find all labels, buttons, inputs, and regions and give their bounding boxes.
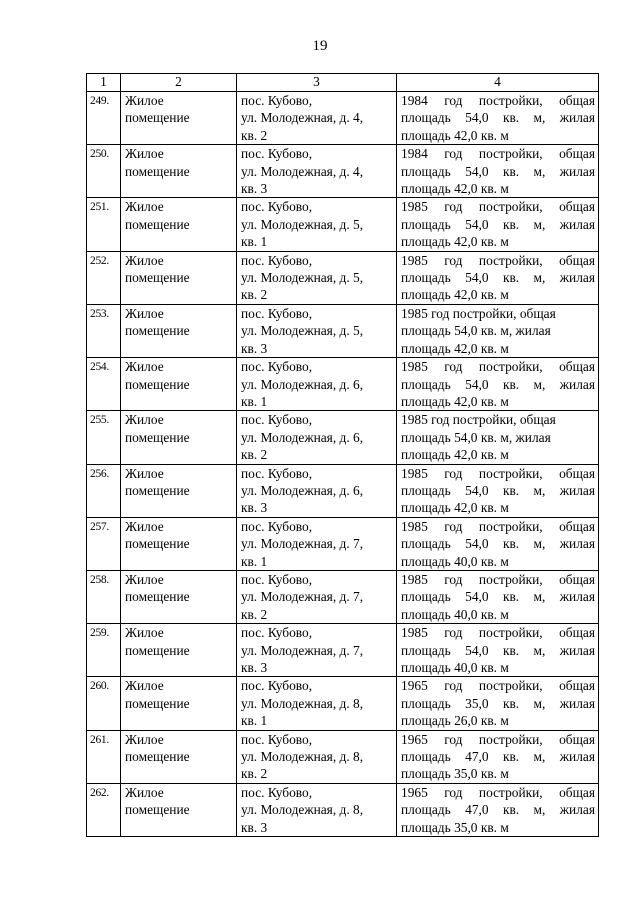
- property-type-line: помещение: [125, 429, 190, 445]
- property-type-cell: [121, 677, 237, 730]
- property-type-line: Жилое: [125, 678, 164, 694]
- address-cell: [237, 251, 397, 304]
- column-header-4: 4: [397, 74, 599, 92]
- description-line: площадь 54,0 кв. м, жилая: [401, 642, 595, 658]
- property-type-line: помещение: [125, 642, 190, 658]
- description-line: площадь 54,0 кв. м, жилая: [401, 589, 595, 605]
- description-cell: [397, 358, 599, 411]
- address-line: ул. Молодежная, д. 5,: [241, 216, 364, 232]
- property-type-line: помещение: [125, 323, 190, 339]
- description-line: 1965 год постройки, общая: [401, 678, 595, 694]
- property-type-cell: [121, 251, 237, 304]
- description-line: площадь 54,0 кв. м, жилая: [401, 376, 595, 392]
- property-type-line: помещение: [125, 695, 190, 711]
- description-line: 1985 год постройки, общая: [401, 199, 595, 215]
- property-type-line: Жилое: [125, 199, 164, 215]
- description-line: площадь 42,0 кв. м: [401, 500, 509, 516]
- address-line: ул. Молодежная, д. 5,: [241, 323, 364, 339]
- description-line: 1965 год постройки, общая: [401, 784, 595, 800]
- address-cell: [237, 464, 397, 517]
- description-line: площадь 42,0 кв. м: [401, 393, 509, 409]
- description-line: площадь 42,0 кв. м: [401, 287, 509, 303]
- property-type-line: помещение: [125, 482, 190, 498]
- row-number: 258.: [87, 570, 121, 623]
- page-number: 19: [312, 38, 328, 54]
- description-line: площадь 54,0 кв. м, жилая: [401, 482, 595, 498]
- property-type-line: Жилое: [125, 518, 164, 534]
- description-line: площадь 42,0 кв. м: [401, 181, 509, 197]
- table-row: [87, 677, 599, 730]
- description-line: площадь 40,0 кв. м: [401, 660, 509, 675]
- address-cell: [237, 730, 397, 783]
- address-line: пос. Кубово,: [241, 784, 313, 800]
- description-line: площадь 35,0 кв. м, жилая: [401, 695, 595, 711]
- property-type-line: Жилое: [125, 625, 164, 641]
- property-type-line: Жилое: [125, 731, 164, 747]
- description-line: площадь 54,0 кв. м, жилая: [401, 323, 551, 339]
- description-line: площадь 54,0 кв. м, жилая: [401, 110, 595, 126]
- row-number: 252.: [87, 251, 121, 304]
- address-line: пос. Кубово,: [241, 731, 313, 747]
- property-registry-table: [86, 73, 599, 837]
- row-number: 260.: [87, 677, 121, 730]
- row-number: 261.: [87, 730, 121, 783]
- property-type-line: помещение: [125, 270, 190, 286]
- property-type-line: помещение: [125, 589, 190, 605]
- description-cell: [397, 411, 599, 464]
- address-line: ул. Молодежная, д. 5,: [241, 270, 364, 286]
- address-line: кв. 3: [241, 340, 268, 356]
- row-number: 249.: [87, 92, 121, 145]
- address-line: кв. 1: [241, 553, 268, 569]
- property-type-line: Жилое: [125, 571, 164, 587]
- table-row: [87, 198, 599, 251]
- table-row: [87, 304, 599, 357]
- property-type-line: Жилое: [125, 412, 164, 428]
- address-line: ул. Молодежная, д. 8,: [241, 695, 364, 711]
- address-cell: [237, 358, 397, 411]
- description-cell: [397, 198, 599, 251]
- address-line: кв. 2: [241, 287, 268, 303]
- property-type-cell: [121, 411, 237, 464]
- address-cell: [237, 517, 397, 570]
- description-cell: [397, 783, 599, 836]
- description-line: площадь 42,0 кв. м: [401, 234, 509, 250]
- address-line: пос. Кубово,: [241, 571, 313, 587]
- table-row: [87, 145, 599, 198]
- property-type-line: помещение: [125, 536, 190, 552]
- address-line: ул. Молодежная, д. 4,: [241, 163, 364, 179]
- property-type-cell: [121, 198, 237, 251]
- description-line: площадь 40,0 кв. м: [401, 606, 509, 622]
- property-type-cell: [121, 92, 237, 145]
- property-type-line: Жилое: [125, 146, 164, 162]
- address-line: пос. Кубово,: [241, 518, 313, 534]
- address-line: пос. Кубово,: [241, 199, 313, 215]
- address-cell: [237, 411, 397, 464]
- property-type-cell: [121, 517, 237, 570]
- row-number: 250.: [87, 145, 121, 198]
- property-type-cell: [121, 624, 237, 677]
- description-line: площадь 40,0 кв. м: [401, 553, 509, 569]
- description-line: 1985 год постройки, общая: [401, 252, 595, 268]
- table-row: [87, 251, 599, 304]
- property-type-cell: [121, 358, 237, 411]
- property-type-line: помещение: [125, 802, 190, 818]
- table-row: [87, 92, 599, 145]
- property-type-line: помещение: [125, 749, 190, 765]
- address-line: кв. 2: [241, 606, 268, 622]
- description-line: площадь 54,0 кв. м, жилая: [401, 536, 595, 552]
- description-cell: [397, 730, 599, 783]
- row-number: 254.: [87, 358, 121, 411]
- address-line: пос. Кубово,: [241, 359, 313, 375]
- address-line: ул. Молодежная, д. 8,: [241, 802, 364, 818]
- property-type-line: Жилое: [125, 359, 164, 375]
- address-line: кв. 1: [241, 713, 268, 729]
- address-line: пос. Кубово,: [241, 412, 313, 428]
- address-line: кв. 2: [241, 447, 268, 463]
- column-header-1: 1: [87, 74, 121, 92]
- address-line: пос. Кубово,: [241, 252, 313, 268]
- property-type-line: Жилое: [125, 252, 164, 268]
- table-row: [87, 411, 599, 464]
- address-line: пос. Кубово,: [241, 625, 313, 641]
- property-type-cell: [121, 570, 237, 623]
- table-row: [87, 624, 599, 677]
- column-header-2: 2: [121, 74, 237, 92]
- table-row: [87, 517, 599, 570]
- address-line: кв. 1: [241, 393, 268, 409]
- property-type-line: помещение: [125, 110, 190, 126]
- address-line: кв. 2: [241, 127, 268, 143]
- description-line: площадь 42,0 кв. м: [401, 447, 509, 463]
- description-line: 1985 год постройки, общая: [401, 305, 556, 321]
- address-cell: [237, 92, 397, 145]
- table-body: [87, 92, 599, 837]
- property-type-line: Жилое: [125, 93, 164, 108]
- property-type-line: Жилое: [125, 465, 164, 481]
- address-line: кв. 1: [241, 234, 268, 250]
- description-line: 1985 год постройки, общая: [401, 571, 595, 587]
- table-row: [87, 730, 599, 783]
- description-line: 1984 год постройки, общая: [401, 146, 595, 162]
- address-cell: [237, 783, 397, 836]
- description-cell: [397, 570, 599, 623]
- address-line: пос. Кубово,: [241, 93, 313, 108]
- description-line: 1985 год постройки, общая: [401, 625, 595, 641]
- row-number: 256.: [87, 464, 121, 517]
- property-type-line: помещение: [125, 163, 190, 179]
- property-type-line: помещение: [125, 376, 190, 392]
- description-cell: [397, 92, 599, 145]
- description-cell: [397, 145, 599, 198]
- address-cell: [237, 145, 397, 198]
- table-row: [87, 464, 599, 517]
- property-type-line: помещение: [125, 216, 190, 232]
- description-line: площадь 35,0 кв. м: [401, 766, 509, 782]
- description-line: площадь 47,0 кв. м, жилая: [401, 749, 595, 765]
- description-line: 1985 год постройки, общая: [401, 518, 595, 534]
- table-row: [87, 570, 599, 623]
- description-line: 1985 год постройки, общая: [401, 359, 595, 375]
- property-type-cell: [121, 464, 237, 517]
- description-cell: [397, 304, 599, 357]
- row-number: 257.: [87, 517, 121, 570]
- address-cell: [237, 198, 397, 251]
- description-line: площадь 54,0 кв. м, жилая: [401, 216, 595, 232]
- row-number: 262.: [87, 783, 121, 836]
- address-line: кв. 3: [241, 500, 268, 516]
- address-line: кв. 3: [241, 819, 268, 835]
- description-line: 1985 год постройки, общая: [401, 412, 556, 428]
- table-row: [87, 358, 599, 411]
- address-cell: [237, 677, 397, 730]
- address-line: ул. Молодежная, д. 7,: [241, 536, 364, 552]
- address-line: ул. Молодежная, д. 7,: [241, 589, 364, 605]
- description-line: площадь 54,0 кв. м, жилая: [401, 429, 551, 445]
- description-line: площадь 42,0 кв. м: [401, 340, 509, 356]
- address-line: ул. Молодежная, д. 6,: [241, 376, 364, 392]
- description-line: площадь 54,0 кв. м, жилая: [401, 270, 595, 286]
- property-type-cell: [121, 145, 237, 198]
- property-type-cell: [121, 304, 237, 357]
- address-line: кв. 3: [241, 181, 268, 197]
- description-line: 1985 год постройки, общая: [401, 465, 595, 481]
- address-line: пос. Кубово,: [241, 465, 313, 481]
- address-line: пос. Кубово,: [241, 305, 313, 321]
- description-cell: [397, 677, 599, 730]
- description-cell: [397, 624, 599, 677]
- address-cell: [237, 624, 397, 677]
- description-line: 1984 год постройки, общая: [401, 93, 595, 108]
- description-cell: [397, 464, 599, 517]
- address-line: кв. 2: [241, 766, 268, 782]
- property-type-line: Жилое: [125, 784, 164, 800]
- table-header-row: [87, 74, 599, 92]
- description-cell: [397, 517, 599, 570]
- column-header-3: 3: [237, 74, 397, 92]
- address-line: ул. Молодежная, д. 7,: [241, 642, 364, 658]
- description-line: площадь 26,0 кв. м: [401, 713, 509, 729]
- address-line: пос. Кубово,: [241, 678, 313, 694]
- address-line: кв. 3: [241, 660, 268, 675]
- address-line: ул. Молодежная, д. 6,: [241, 429, 364, 445]
- property-type-line: Жилое: [125, 305, 164, 321]
- row-number: 255.: [87, 411, 121, 464]
- row-number: 259.: [87, 624, 121, 677]
- description-line: 1965 год постройки, общая: [401, 731, 595, 747]
- description-line: площадь 47,0 кв. м, жилая: [401, 802, 595, 818]
- row-number: 251.: [87, 198, 121, 251]
- address-line: ул. Молодежная, д. 6,: [241, 482, 364, 498]
- property-type-cell: [121, 783, 237, 836]
- address-line: ул. Молодежная, д. 4,: [241, 110, 364, 126]
- description-cell: [397, 251, 599, 304]
- address-line: пос. Кубово,: [241, 146, 313, 162]
- description-line: площадь 35,0 кв. м: [401, 819, 509, 835]
- description-line: площадь 42,0 кв. м: [401, 127, 509, 143]
- address-cell: [237, 570, 397, 623]
- address-cell: [237, 304, 397, 357]
- row-number: 253.: [87, 304, 121, 357]
- property-type-cell: [121, 730, 237, 783]
- description-line: площадь 54,0 кв. м, жилая: [401, 163, 595, 179]
- address-line: ул. Молодежная, д. 8,: [241, 749, 364, 765]
- table-row: [87, 783, 599, 836]
